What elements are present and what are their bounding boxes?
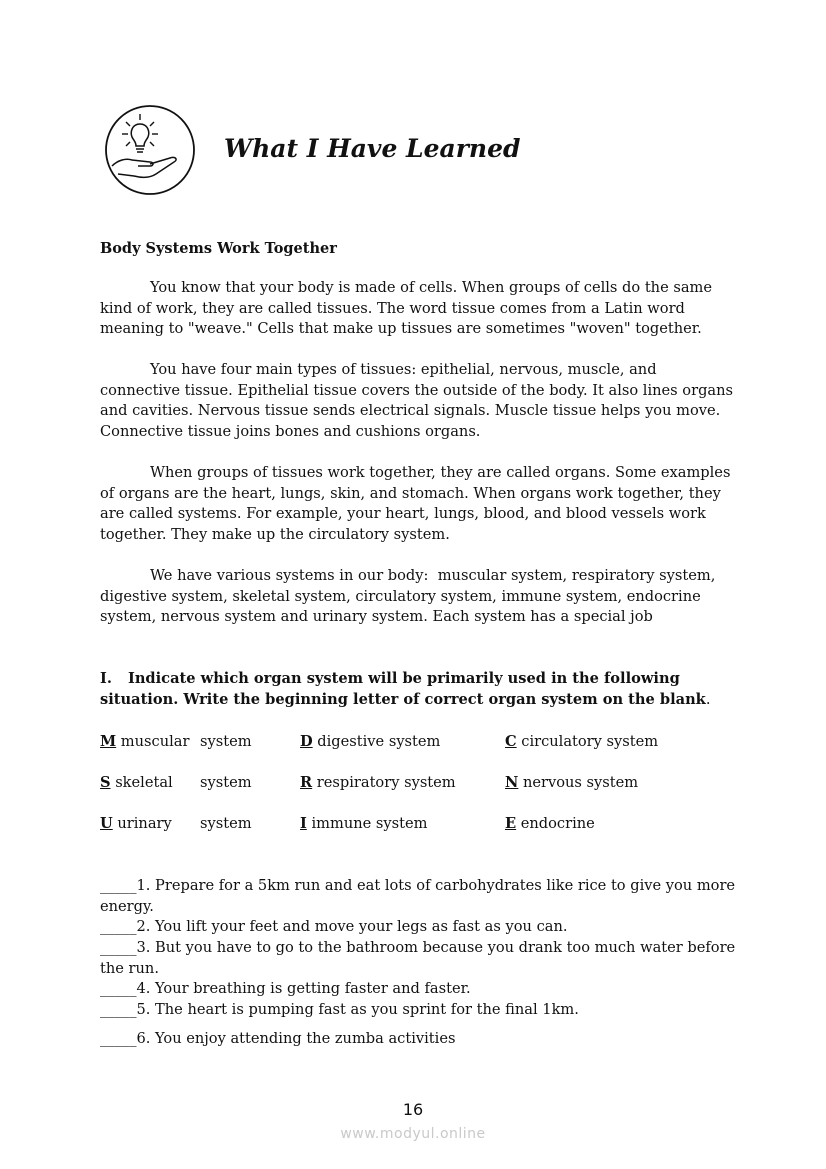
legend-label: digestive system	[317, 733, 441, 750]
instruction-number: I.	[100, 670, 112, 687]
legend-label: circulatory system	[521, 733, 659, 750]
paragraph-cells: You know that your body is made of cells. When groups of cells do the same kind of work, they are called tissues. The word tissue comes from a Latin word meaning to "weave." Cells that make up tissues are sometimes "woven" together.	[100, 279, 717, 338]
legend-letter: D	[300, 733, 313, 750]
legend-label: muscular	[120, 733, 190, 750]
legend-urinary	[100, 815, 252, 832]
legend-immune	[300, 815, 427, 832]
legend-letter: E	[505, 815, 517, 832]
legend-label: respiratory system	[316, 774, 456, 791]
legend-label: skeletal	[115, 774, 173, 791]
legend-label: immune system	[311, 815, 428, 832]
question-item-4: _____4. Your breathing is getting faster and faster.	[100, 980, 471, 997]
instruction-text: Indicate which organ system will be primarily used in the following situation. Write the beginning letter of correct organ system on the blank	[100, 670, 706, 708]
watermark: www.modyul.online	[340, 1126, 486, 1142]
legend-letter: N	[505, 774, 519, 791]
legend-respiratory	[300, 774, 456, 791]
page-number: 16	[402, 1100, 424, 1119]
legend-letter: I	[300, 815, 307, 832]
legend-letter: R	[300, 774, 313, 791]
section-subheading: Body Systems Work Together	[100, 240, 337, 257]
legend-suffix: system	[200, 774, 252, 791]
question-item-6: _____6. You enjoy attending the zumba activities	[100, 1030, 456, 1047]
legend-circulatory	[505, 733, 658, 750]
question-item-3: _____3. But you have to go to the bathroom because you drank too much water before the run.	[100, 939, 736, 977]
legend-digestive	[300, 733, 440, 750]
legend-letter: M	[100, 733, 117, 750]
question-item-5: _____5. The heart is pumping fast as you sprint for the final 1km.	[100, 1001, 579, 1018]
legend-skeletal	[100, 774, 252, 791]
legend-suffix: system	[200, 815, 252, 832]
legend-label: urinary	[117, 815, 172, 832]
legend-endocrine	[505, 815, 595, 832]
legend-muscular	[100, 733, 252, 750]
instruction-period: .	[705, 690, 711, 708]
legend-nervous	[505, 774, 638, 791]
paragraph-systems: We have various systems in our body: muscular system, respiratory system, digestive system, skeletal system, circulatory system, immune system, endocrine system, nervous system and urinary system. Each system has a special job	[100, 567, 720, 626]
question-item-2: _____2. You lift your feet and move your legs as fast as you can.	[100, 918, 568, 935]
page-title: What I Have Learned	[224, 134, 521, 163]
legend-letter: S	[100, 774, 111, 791]
paragraph-tissues: You have four main types of tissues: epithelial, nervous, muscle, and connective tissue. Epithelial tissue covers the outside of the body. It also lines organs and cavities. Nervous tissue sends electrical signals. Muscle tissue helps you move. Connective tissue joins bones and cushions organs.	[100, 361, 738, 440]
lightbulb-hand-icon	[104, 104, 196, 196]
legend-label: endocrine	[520, 815, 595, 832]
legend-label: nervous system	[522, 774, 639, 791]
legend-letter: C	[505, 733, 517, 750]
legend-suffix: system	[200, 733, 252, 750]
question-item-1: _____1. Prepare for a 5km run and eat lots of carbohydrates like rice to give you more energy.	[100, 877, 736, 915]
legend-letter: U	[100, 815, 113, 832]
instruction	[100, 669, 750, 710]
paragraph-organs: When groups of tissues work together, they are called organs. Some examples of organs are the heart, lungs, skin, and stomach. When organs work together, they are called systems. For example, your heart, lungs, blood, and blood vessels work together. They make up the circulatory system.	[100, 464, 736, 543]
